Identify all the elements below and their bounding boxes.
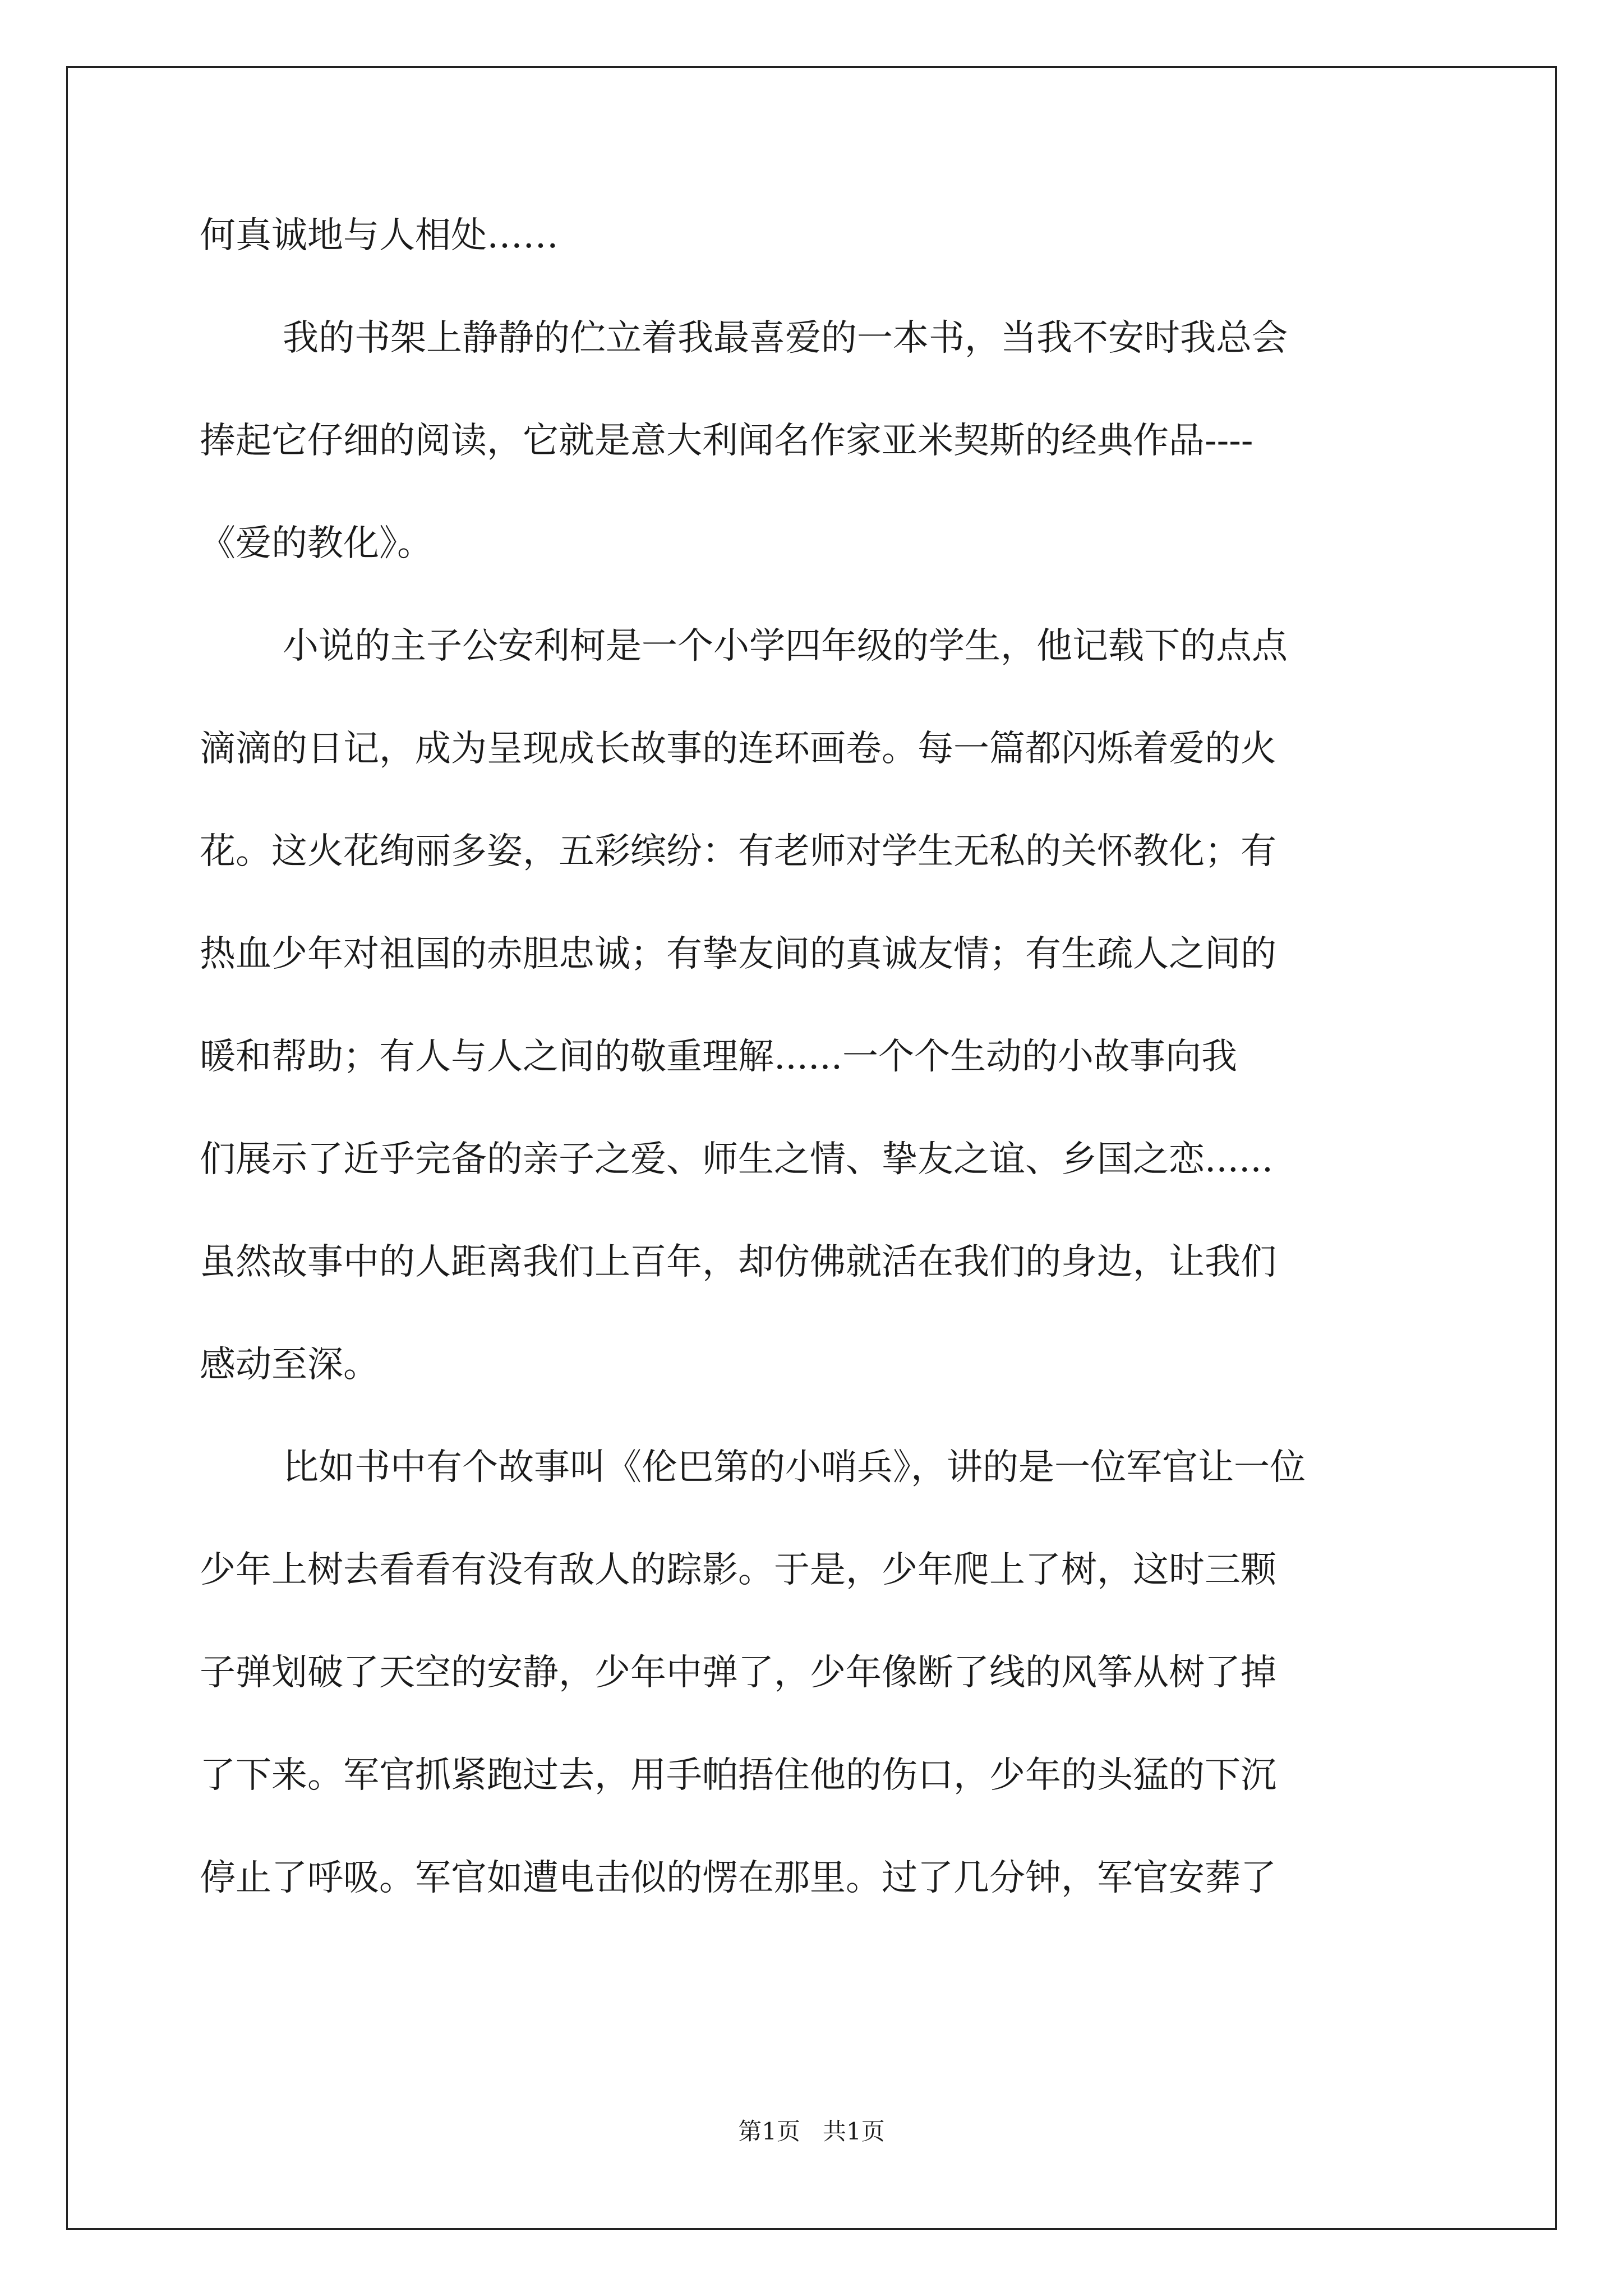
text-line: 虽然故事中的人距离我们上百年，却仿佛就活在我们的身边，让我们: [200, 1241, 1276, 1283]
page-footer: [0, 2115, 1623, 2148]
page-number: 第1页: [738, 2118, 800, 2145]
text-line: 暖和帮助；有人与人之间的敬重理解......一个个生动的小故事向我: [200, 1036, 1238, 1078]
text-line: 比如书中有个故事叫《伦巴第的小哨兵》，讲的是一位军官让一位: [283, 1447, 1306, 1488]
text-line: 子弹划破了天空的安静，少年中弹了，少年像断了线的风筝从树了掉: [200, 1652, 1276, 1694]
text-line: 少年上树去看看有没有敌人的踪影。于是，少年爬上了树，这时三颗: [200, 1549, 1276, 1591]
text-line: 花。这火花绚丽多姿，五彩缤纷：有老师对学生无私的关怀教化；有: [200, 831, 1276, 872]
text-line: 小说的主子公安利柯是一个小学四年级的学生，他记载下的点点: [283, 625, 1288, 667]
text-line: 捧起它仔细的阅读，它就是意大利闻名作家亚米契斯的经典作品----: [200, 420, 1253, 462]
text-line: 热血少年对祖国的赤胆忠诚；有挚友间的真诚友情；有生疏人之间的: [200, 933, 1276, 975]
text-line: 《爱的教化》。: [200, 523, 433, 564]
text-line: 我的书架上静静的伫立着我最喜爱的一本书，当我不安时我总会: [283, 318, 1288, 359]
text-line: 感动至深。: [200, 1344, 379, 1386]
page-total: 共1页: [823, 2118, 885, 2145]
text-line: 停止了呼吸。军官如遭电击似的愣在那里。过了几分钟，军官安葬了: [200, 1857, 1276, 1899]
text-line: 何真诚地与人相处……: [200, 215, 559, 256]
text-line: 了下来。军官抓紧跑过去，用手帕捂住他的伤口，少年的头猛的下沉: [200, 1755, 1276, 1796]
text-line: 滴滴的日记，成为呈现成长故事的连环画卷。每一篇都闪烁着爱的火: [200, 728, 1276, 770]
text-line: 们展示了近乎完备的亲子之爱、师生之情、挚友之谊、乡国之恋......: [200, 1139, 1274, 1180]
